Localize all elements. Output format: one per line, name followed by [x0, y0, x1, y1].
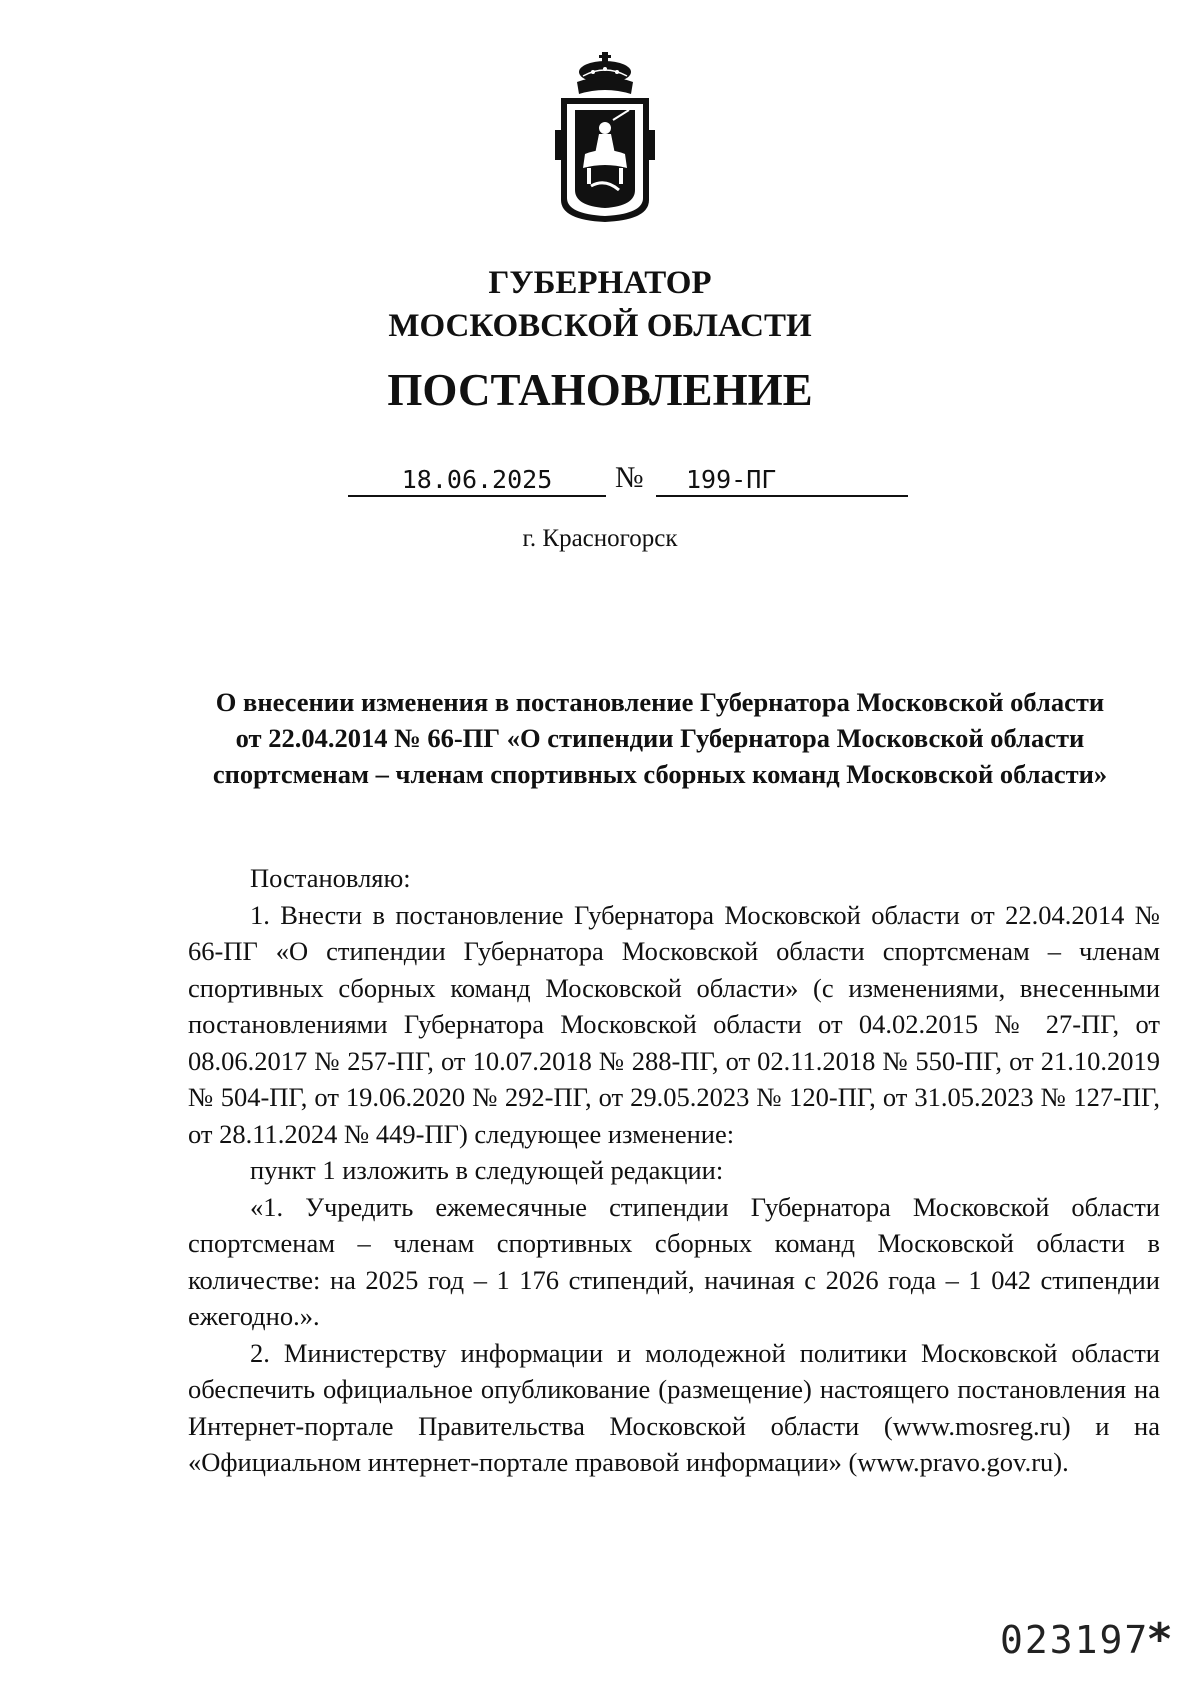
city-line: г. Красногорск — [522, 525, 678, 552]
document-title — [180, 684, 1140, 792]
title-line-1: О внесении изменения в постановление Губернатора Московской области — [215, 687, 1105, 717]
coat-of-arms-emblem — [555, 50, 655, 225]
issuing-authority — [0, 262, 1200, 348]
body-paragraph-2: пункт 1 изложить в следующей редакции: — [250, 1155, 724, 1185]
registration-number-sign: № — [615, 461, 644, 494]
registration-date: 18.06.2025 — [348, 465, 606, 497]
serial-number: 023197 — [1000, 1618, 1150, 1662]
body-paragraph-3: «1. Учредить ежемесячные стипендии Губернатора Московской области спортсменам – членам спортивных сборных команд Московской области в количестве: на 2025 год – 1 176 стипендий, начиная с 2026 года – 1 042 стипендии ежегодно.». — [188, 1191, 1160, 1331]
serial-mark: * — [1148, 1614, 1172, 1665]
body-paragraph-4: 2. Министерству информации и молодежной политики Московской области обеспечить официальное опубликование (размещение) настоящего постановления на Интернет-портале Правительства Московской области (www.mosreg.ru) и на «Официальном интернет-портале правовой информации» (www.pravo.gov.ru). — [188, 1337, 1160, 1477]
body-paragraph-1: 1. Внести в постановление Губернатора Московской области от 22.04.2014 № 66-ПГ «О стипендии Губернатора Московской области спортсменам – членам спортивных сборных команд Московской области» (с изменениями, внесенными постановлениями Губернатора Московской области от 04.02.2015 № 27-ПГ, от 08.06.2017 № 257-ПГ, от 10.07.2018 № 288-ПГ, от 02.11.2018 № 550-ПГ, от 21.10.2019 № 504-ПГ, от 19.06.2020 № 292-ПГ, от 29.05.2023 № 120-ПГ, от 31.05.2023 № 127-ПГ, от 28.11.2024 № 449-ПГ) следующее изменение: — [188, 899, 1160, 1149]
body-intro: Постановляю: — [250, 863, 411, 893]
document-type: ПОСТАНОВЛЕНИЕ — [387, 365, 813, 415]
authority-line-1: ГУБЕРНАТОР — [488, 265, 712, 301]
document-body — [188, 860, 1160, 1481]
registration-number: 199-ПГ — [656, 465, 908, 497]
title-line-2: от 22.04.2014 № 66-ПГ «О стипендии Губернатора Московской области — [235, 723, 1085, 753]
title-line-3: спортсменам – членам спортивных сборных команд Московской области» — [212, 759, 1108, 789]
crown-icon — [577, 52, 633, 94]
authority-line-2: МОСКОВСКОЙ ОБЛАСТИ — [388, 308, 812, 344]
